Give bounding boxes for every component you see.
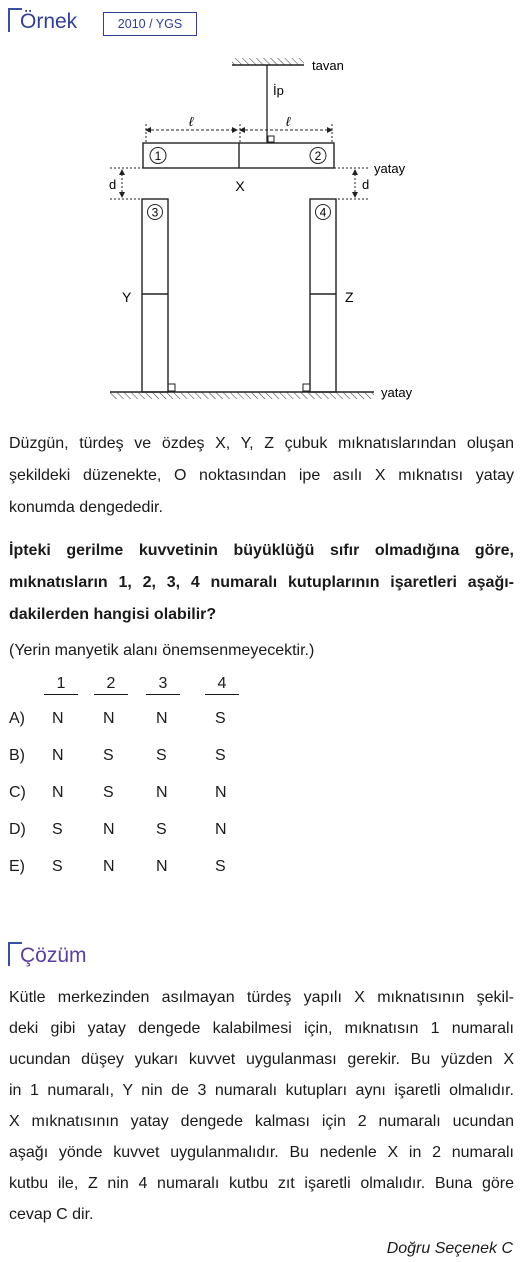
- option-value: N: [103, 821, 115, 838]
- option-col-header: 1: [44, 674, 78, 695]
- right-angle-mark: [268, 136, 274, 142]
- option-value: N: [52, 710, 64, 727]
- option-value: N: [215, 784, 227, 801]
- option-value: N: [52, 747, 64, 764]
- pole-1-label: 1: [154, 149, 162, 163]
- exam-badge: 2010 / YGS: [103, 12, 197, 36]
- string-label: İp: [273, 83, 284, 98]
- ceiling-hatch: [232, 58, 304, 65]
- correct-answer: Doğru Seçenek C: [386, 1240, 513, 1257]
- magnet-z-label: Z: [345, 289, 354, 305]
- ceiling-label: tavan: [312, 58, 344, 73]
- solution-line: cevap C dir.: [9, 1206, 94, 1223]
- option-value: N: [52, 784, 64, 801]
- magnet-z: [310, 199, 336, 392]
- floor-hatch: [110, 392, 374, 399]
- pole-2-label: 2: [314, 149, 322, 163]
- pole-4-label: 4: [319, 205, 327, 220]
- question-text: [9, 428, 514, 524]
- question-line: Düzgün, türdeş ve özdeş X, Y, Z çubuk mıknatıslarından oluşan: [9, 435, 514, 452]
- option-label: A): [9, 710, 25, 727]
- option-label: B): [9, 747, 25, 764]
- option-value: S: [215, 747, 226, 764]
- prompt-line: mıknatısların 1, 2, 3, 4 numaralı kutuplarının işaretleri aşağı-: [9, 574, 514, 591]
- solution-line: deki gibi yatay dengede kalabilmesi için, mıknatısın 1 numaralı: [9, 1020, 514, 1037]
- magnet-x-label: X: [235, 178, 245, 194]
- option-value: N: [103, 710, 115, 727]
- option-col-header: 4: [205, 674, 239, 695]
- solution-line: aşağı yönde kuvvet uygulanmalıdır. Bu nedenle X in 2 numaralı: [9, 1144, 514, 1161]
- option-value: N: [156, 784, 168, 801]
- solution-line: ucundan düşey yukarı kuvvet uygulanması gerekir. Bu yüzden X: [9, 1051, 514, 1068]
- option-col-header: 2: [94, 674, 128, 695]
- option-value: S: [215, 858, 226, 875]
- example-title: Örnek: [20, 10, 78, 33]
- solution-title: Çözüm: [20, 944, 87, 967]
- option-col-header: 3: [146, 674, 180, 695]
- question-line: konumda dengededir.: [9, 499, 163, 516]
- question-note: (Yerin manyetik alanı önemsenmeyecektir.): [9, 642, 315, 659]
- prompt-line: İpteki gerilme kuvvetinin büyüklüğü sıfır olmadığına göre,: [9, 542, 514, 559]
- option-value: S: [156, 747, 167, 764]
- option-value: S: [215, 710, 226, 727]
- solution-text: [9, 982, 514, 1230]
- magnet-y-label: Y: [122, 289, 132, 305]
- horizontal-label-top: yatay: [374, 161, 406, 176]
- gap-label-left: d: [109, 177, 117, 192]
- option-value: S: [103, 747, 114, 764]
- magnet-figure: [0, 50, 522, 410]
- option-value: S: [156, 821, 167, 838]
- solution-line: in 1 numaralı, Y nin de 3 numaralı kutupları aynı işaretli olmalıdır.: [9, 1082, 514, 1099]
- length-label-right: ℓ: [286, 114, 291, 129]
- option-value: N: [156, 710, 168, 727]
- prompt-line: dakilerden hangisi olabilir?: [9, 606, 217, 623]
- option-value: S: [52, 858, 63, 875]
- option-value: N: [103, 858, 115, 875]
- solution-line: kutbu ile, Z nin 4 numaralı kutbu zıt işaretli olmalıdır. Buna göre: [9, 1175, 514, 1192]
- question-line: şekildeki düzenekte, O noktasından ipe asılı X mıknatısı yatay: [9, 467, 514, 484]
- option-value: S: [52, 821, 63, 838]
- option-value: S: [103, 784, 114, 801]
- horizontal-label-bottom: yatay: [381, 385, 413, 400]
- solution-line: Kütle merkezinden asılmayan türdeş yapılı X mıknatısının şekil-: [9, 989, 514, 1006]
- magnet-y: [142, 199, 168, 392]
- option-value: N: [215, 821, 227, 838]
- length-label-left: ℓ: [189, 114, 194, 129]
- option-label: E): [9, 858, 25, 875]
- option-label: D): [9, 821, 26, 838]
- solution-line: X mıknatısının yatay dengede kalması için 2 numaralı ucundan: [9, 1113, 514, 1130]
- option-label: C): [9, 784, 26, 801]
- option-value: N: [156, 858, 168, 875]
- pole-3-label: 3: [151, 205, 159, 220]
- gap-label-right: d: [362, 177, 370, 192]
- question-prompt: [9, 535, 514, 631]
